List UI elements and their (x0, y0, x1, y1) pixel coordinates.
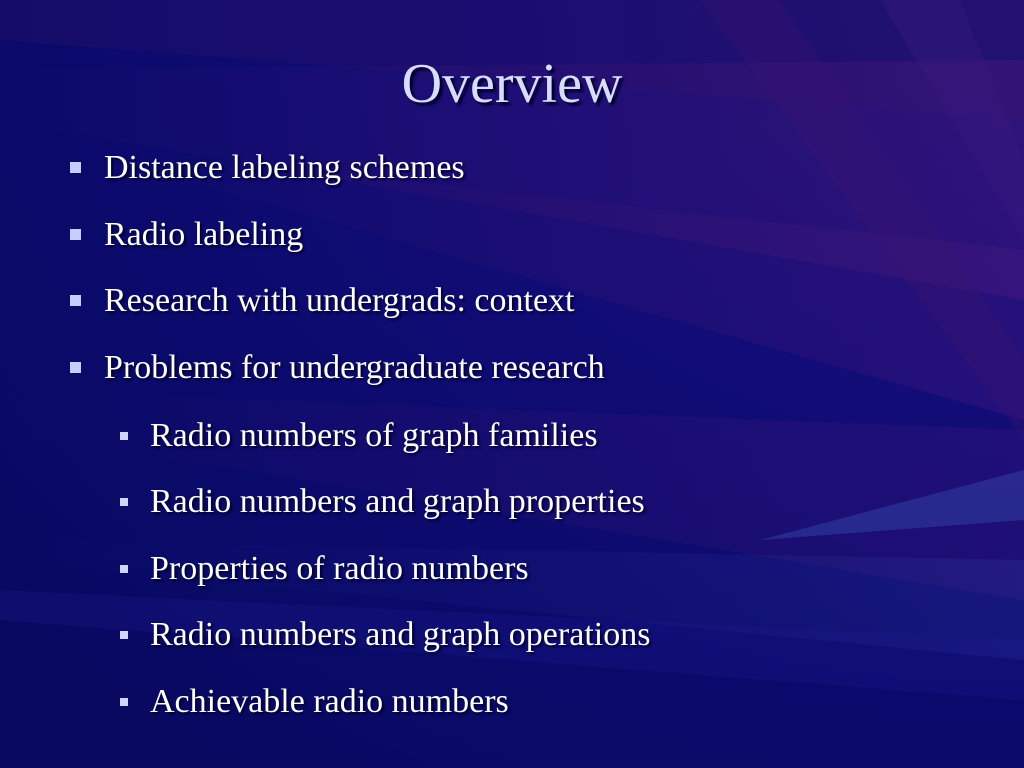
small-square-bullet-icon (120, 631, 128, 639)
square-bullet-icon (70, 162, 81, 173)
bullet-text: Research with undergrads: context (104, 282, 575, 319)
square-bullet-icon (70, 229, 81, 240)
bullet-item (104, 348, 605, 388)
sub-bullet-item (150, 482, 645, 522)
sub-bullet-item (150, 682, 509, 722)
sub-bullet-text: Achievable radio numbers (150, 683, 509, 720)
small-square-bullet-icon (120, 498, 128, 506)
small-square-bullet-icon (120, 698, 128, 706)
bullet-item (104, 281, 575, 321)
bullet-text: Radio labeling (104, 216, 304, 253)
square-bullet-icon (70, 295, 81, 306)
sub-bullet-text: Radio numbers and graph operations (150, 616, 651, 653)
sub-bullet-item (150, 416, 598, 456)
slide-title: Overview (401, 53, 623, 115)
sub-bullet-text: Radio numbers of graph families (150, 417, 598, 454)
sub-bullet-text: Properties of radio numbers (150, 550, 529, 587)
small-square-bullet-icon (120, 432, 128, 440)
square-bullet-icon (70, 362, 81, 373)
small-square-bullet-icon (120, 565, 128, 573)
bullet-text: Distance labeling schemes (104, 149, 465, 186)
sub-bullet-item (150, 615, 650, 655)
sub-bullet-text: Radio numbers and graph properties (150, 483, 645, 520)
bullet-text: Problems for undergraduate research (104, 349, 605, 386)
bullet-item (104, 215, 303, 255)
sub-bullet-item (150, 549, 529, 589)
bullet-item (104, 148, 465, 188)
